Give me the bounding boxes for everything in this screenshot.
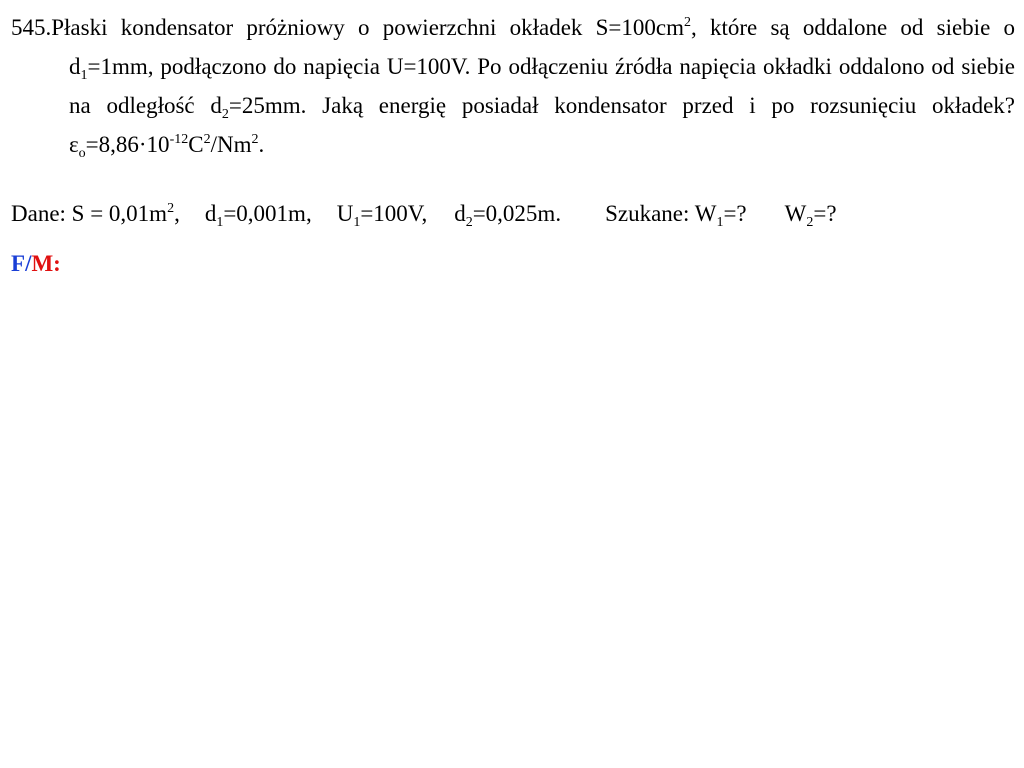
given-d1-value: =0,001m,: [223, 201, 312, 226]
fm-label: [11, 244, 61, 283]
given-area: [11, 194, 180, 233]
meter-exponent: 2: [251, 132, 259, 147]
coulomb-exponent: 2: [203, 132, 211, 147]
sought-w2-value: =?: [813, 201, 837, 226]
given-d1-subscript: 1: [216, 215, 224, 230]
given-d2-subscript: 2: [465, 215, 473, 230]
given-area-exponent: 2: [167, 201, 175, 216]
sought-w1-value: =?: [723, 201, 747, 226]
sought-w2: [785, 194, 837, 233]
given-u1-symbol: U: [336, 201, 354, 226]
problem-number: 545.: [11, 15, 52, 40]
given-d2: [454, 194, 561, 233]
problem-text-part-2: , które są oddalone od siebie o d: [69, 15, 1016, 79]
given-label: Dane: S = 0,01m: [11, 201, 168, 226]
sought-label: Szukane: W: [605, 201, 717, 226]
problem-statement: [11, 8, 1015, 164]
given-u1-value: =100V,: [360, 201, 428, 226]
d2-subscript: 2: [221, 107, 229, 122]
fm-slash: /: [25, 251, 32, 276]
problem-text-part-1: Płaski kondensator próżniowy o powierzchni okładek S=100cm: [51, 15, 684, 40]
given-area-comma: ,: [174, 201, 180, 226]
problem-text-part-5: =8,86·10: [85, 132, 170, 157]
given-d2-symbol: d: [454, 201, 466, 226]
fm-letter-m: M:: [31, 251, 61, 276]
given-d1-symbol: d: [204, 201, 217, 226]
problem-text-part-4: =25mm. Jaką energię posiadał kondensator przed i po rozsunięciu okładek? ε: [69, 93, 1015, 157]
power-exponent: -12: [169, 132, 189, 147]
sought-w2-symbol: W: [784, 201, 807, 226]
problem-text-part-6: C: [188, 132, 204, 157]
given-u1: [337, 194, 428, 233]
given-u1-subscript: 1: [353, 215, 361, 230]
problem-text-part-3: =1mm, podłączono do napięcia U=100V. Po odłączeniu źródła napięcia okładki oddalono od siebie na odległość d: [69, 54, 1015, 118]
sought-w1: [605, 194, 747, 233]
given-and-sought-line: [11, 194, 1015, 233]
area-unit-exponent: 2: [684, 15, 691, 30]
fm-letter-f: F: [11, 251, 26, 276]
given-d2-value: =0,025m.: [472, 201, 562, 226]
epsilon-subscript: o: [78, 146, 86, 161]
given-d1: [205, 194, 312, 233]
problem-text-part-8: .: [258, 132, 265, 157]
sought-w2-subscript: 2: [806, 215, 814, 230]
d1-subscript: 1: [80, 68, 88, 83]
problem-text-part-7: /Nm: [210, 132, 252, 157]
sought-w1-subscript: 1: [716, 215, 724, 230]
